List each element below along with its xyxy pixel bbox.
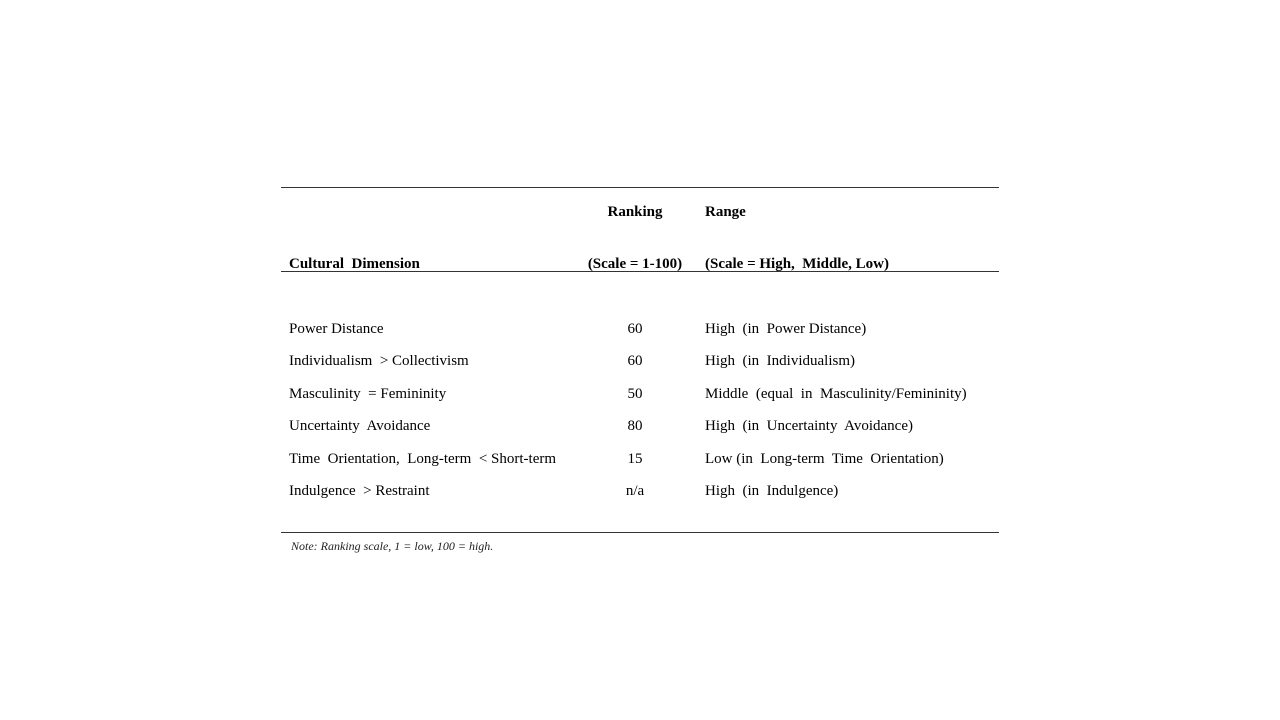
header-range: Range <box>705 204 746 220</box>
table-bottom-rule <box>281 532 999 533</box>
row-range: Low (in Long-term Time Orientation) <box>705 451 944 467</box>
row-dimension: Masculinity = Femininity <box>289 386 447 402</box>
row-ranking: 60 <box>627 321 643 337</box>
row-range: High (in Indulgence) <box>705 483 839 499</box>
row-dimension: Indulgence > Restraint <box>289 483 430 499</box>
row-range: High (in Uncertainty Avoidance) <box>705 418 913 434</box>
header-ranking-scale: (Scale = 1-100) <box>587 256 683 272</box>
row-range: Middle (equal in Masculinity/Femininity) <box>705 386 967 402</box>
row-dimension: Time Orientation, Long-term < Short-term <box>289 451 557 467</box>
row-dimension: Power Distance <box>289 321 384 337</box>
row-ranking: 80 <box>627 418 643 434</box>
row-range: High (in Power Distance) <box>705 321 867 337</box>
header-cultural-dimension: Cultural Dimension <box>289 256 420 272</box>
row-ranking: n/a <box>625 483 645 499</box>
table-top-rule <box>281 187 999 188</box>
row-range: High (in Individualism) <box>705 353 855 369</box>
row-ranking: 60 <box>627 353 643 369</box>
row-dimension: Individualism > Collectivism <box>289 353 469 369</box>
table-header-rule <box>281 271 999 272</box>
row-dimension: Uncertainty Avoidance <box>289 418 431 434</box>
row-ranking: 15 <box>627 451 643 467</box>
table-note: Note: Ranking scale, 1 = low, 100 = high. <box>291 539 494 553</box>
row-ranking: 50 <box>627 386 643 402</box>
header-ranking: Ranking <box>607 204 663 220</box>
header-range-scale: (Scale = High, Middle, Low) <box>705 256 889 272</box>
